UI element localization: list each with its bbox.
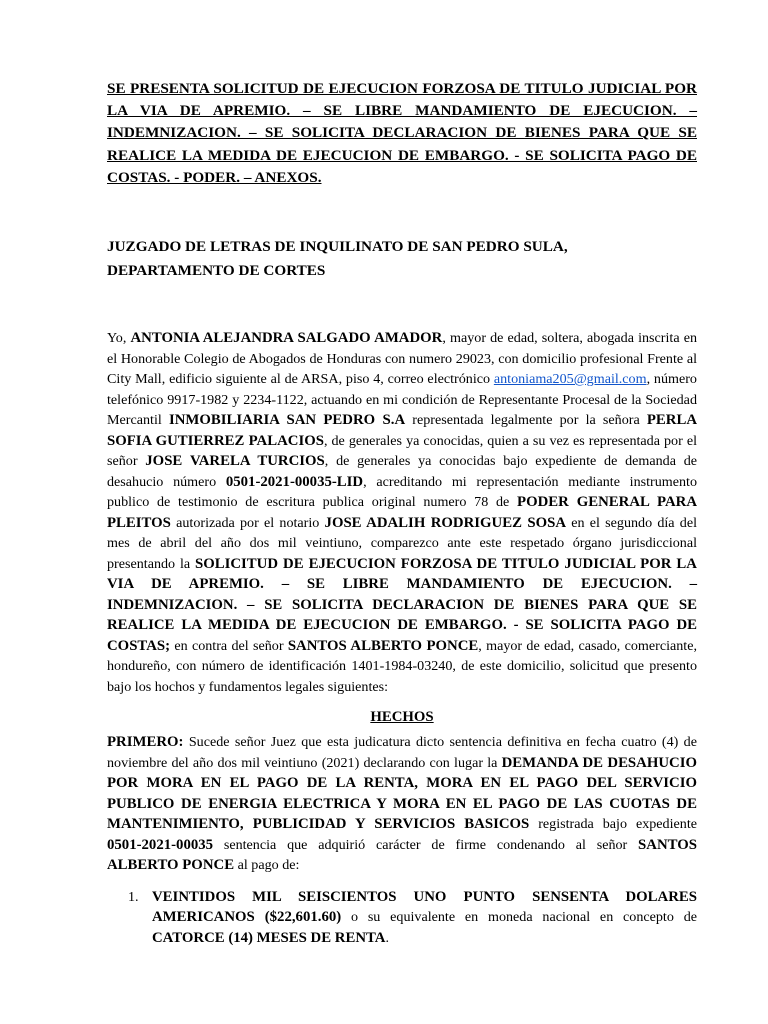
text: Sucede señor Juez que esta judicatura dicto sentencia definitiva en fecha cuatro (4) de noviembre del año dos mil veintiuno (2021) declarando con lugar la (107, 734, 697, 771)
text: o su equivalente en moneda nacional en concepto de (341, 909, 697, 926)
text: al pago de: (234, 857, 300, 874)
concept: CATORCE (14) MESES DE RENTA (152, 929, 386, 946)
text: , de generales ya conocidas bajo expediente de demanda de desahucio número (107, 453, 697, 490)
document-page (107, 78, 697, 948)
list-number: 1. (128, 888, 139, 905)
text: , mayor de edad, soltera, abogada inscrita en el Honorable Colegio de Abogados de Honduras con numero 29023, con domicilio profesional Frente al City Mall, edificio siguiente al de ARSA, piso 4, correo electrónico (107, 330, 697, 388)
text: en contra del señor (170, 637, 288, 654)
email-link[interactable]: antoniama205@gmail.com (493, 371, 647, 388)
company-name: INMOBILIARIA SAN PEDRO S.A (168, 412, 406, 429)
amount: VEINTIDOS MIL SEISCIENTOS UNO PUNTO SENSENTA DOLARES AMERICANOS ($22,601.60) (152, 888, 697, 926)
document-title: SE PRESENTA SOLICITUD DE EJECUCION FORZOSA DE TITULO JUDICIAL POR LA VIA DE APREMIO. – SE LIBRE MANDAMIENTO DE EJECUCION. – INDEMNIZACION. – SE SOLICITA DECLARACION DE BIENES PARA QUE SE REALICE LA MEDIDA DE EJECUCION DE EMBARGO. - SE SOLICITA PAGO DE COSTAS. - PODER. – ANEXOS. (107, 80, 697, 186)
list-item (107, 887, 697, 949)
text: . (385, 929, 390, 946)
text: , acreditando mi representación mediante instrumento publico de testimonio de escritura publica original numero 78 de (107, 473, 697, 511)
power-of-attorney: PODER GENERAL PARA PLEITOS (107, 494, 697, 531)
paragraph-label: PRIMERO: (107, 734, 184, 751)
text: Yo, (107, 330, 131, 347)
lawyer-name: ANTONIA ALEJANDRA SALGADO AMADOR (130, 330, 443, 347)
notary-name: JOSE ADALIH RODRIGUEZ SOSA (324, 514, 567, 531)
text: , de generales ya conocidas, quien a su vez es representada por el señor (107, 432, 697, 470)
text: representada legalmente por la señora (405, 412, 647, 429)
text: , mayor de edad, casado, comerciante, hondureño, con número de identificación 1401-1984-03240, de este domicilio, solicitud que presento bajo los hochos y fundamentos legales siguientes: (107, 637, 698, 695)
text: registrada bajo expediente (529, 816, 697, 833)
text: en el segundo día del mes de abril del año dos mil veintiuno, comparezco ante este respetado órgano jurisdiccional presentando la (107, 514, 697, 572)
defendant-name: SANTOS ALBERTO PONCE (287, 637, 479, 654)
court-name: JUZGADO DE LETRAS DE INQUILINATO DE SAN PEDRO SULA, DEPARTAMENTO DE CORTES (107, 238, 568, 280)
case-number: 0501-2021-00035-LID (225, 473, 364, 490)
representative-name: JOSE VARELA TURCIOS (145, 453, 325, 470)
case-number: 0501-2021-00035 (107, 836, 214, 853)
section-heading: HECHOS (370, 709, 434, 726)
claim-title: DEMANDA DE DESAHUCIO POR MORA EN EL PAGO DE LA RENTA, MORA EN EL PAGO DEL SERVICIO PUBLICO DE ENERGIA ELECTRICA Y MORA EN EL PAGO DE LAS CUOTAS DE MANTENIMIENTO, PUBLICIDAD Y SERVICIOS BASICOS (107, 754, 697, 833)
intro-paragraph (107, 328, 697, 697)
text: , número telefónico 9917-1982 y 2234-1122, actuando en mi condición de Representante Procesal de la Sociedad Mercantil (107, 371, 697, 429)
defendant-name: SANTOS ALBERTO PONCE (107, 836, 697, 874)
text: sentencia que adquirió carácter de firme condenando al señor (213, 836, 639, 853)
primero-paragraph (107, 732, 697, 876)
request-title: SOLICITUD DE EJECUCION FORZOSA DE TITULO JUDICIAL POR LA VIA DE APREMIO. – SE LIBRE MANDAMIENTO DE EJECUCION. – INDEMNIZACION. – SE SOLICITA DECLARACION DE BIENES PARA QUE SE REALICE LA MEDIDA DE EJECUCION DE EMBARGO. - SE SOLICITA PAGO DE COSTAS; (107, 555, 697, 654)
legal-representative: PERLA SOFIA GUTIERREZ PALACIOS (107, 412, 698, 449)
text: autorizada por el notario (170, 514, 325, 531)
